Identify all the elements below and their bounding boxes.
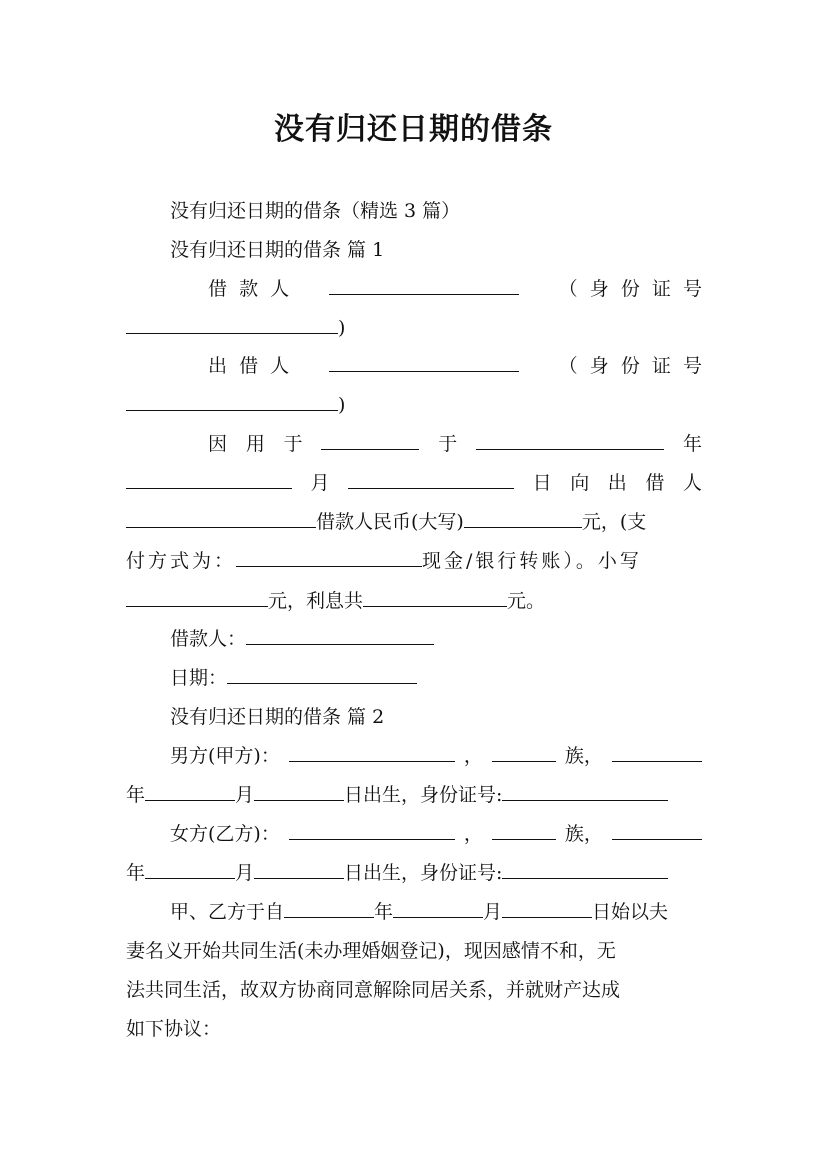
ethnic-text: 族， [564, 823, 603, 845]
male-birth-line [126, 782, 668, 808]
close-paren: ) [338, 317, 346, 339]
sign-borrower-blank [246, 626, 434, 645]
male-year-blank [612, 743, 702, 762]
lender-label: 出 借 人 [208, 355, 290, 377]
female-line [170, 821, 702, 847]
female-day-blank [254, 860, 344, 879]
amount-lower-blank [126, 588, 268, 607]
id-number-label: （ 身 份 证 号 [558, 355, 702, 377]
birth-id-text: 日出生，身份证号: [344, 784, 503, 806]
borrower-id-line [126, 315, 345, 341]
month-blank [126, 470, 292, 489]
lender-line [208, 353, 702, 379]
payment-label: 付方式为： [126, 550, 237, 572]
female-label: 女方(乙方)： [170, 823, 280, 845]
lender-name-blank [329, 353, 519, 372]
cohab-end: 日始以夫 [592, 901, 669, 923]
text-because: 因 [208, 433, 228, 455]
text-to: 向 [570, 472, 590, 494]
payment-methods: 现金/银行转账）。小写 [422, 550, 642, 572]
comma: ， [463, 823, 483, 845]
text-at: 于 [438, 433, 458, 455]
borrower-id-blank [126, 315, 338, 334]
purpose-blank [321, 431, 419, 450]
year-blank [476, 431, 664, 450]
female-name-blank [289, 821, 455, 840]
female-year-blank [612, 821, 702, 840]
text-lend: 借 [645, 472, 665, 494]
borrower-line [208, 276, 702, 302]
cohab-year-blank [284, 899, 374, 918]
male-month-blank [145, 782, 235, 801]
year-text: 年 [374, 901, 394, 923]
piece1-heading: 没有归还日期的借条 篇 1 [170, 239, 385, 261]
text-day: 日 [532, 472, 552, 494]
cohab-month-blank [393, 899, 483, 918]
id-number-label: （ 身 份 证 号 [558, 278, 702, 300]
page-title: 没有归还日期的借条 [274, 112, 553, 147]
text-use: 用 [245, 433, 265, 455]
sign-borrower-line [170, 626, 434, 652]
month-text: 月 [483, 901, 503, 923]
text-month: 月 [310, 472, 330, 494]
male-name-blank [289, 743, 455, 762]
payment-line [126, 548, 642, 574]
cohab-line [170, 899, 668, 925]
sign-date-line [170, 665, 417, 691]
cohab-day-blank [502, 899, 592, 918]
year-text: 年 [126, 784, 146, 806]
sign-date-label: 日期： [170, 667, 228, 689]
male-line [170, 743, 702, 769]
day-blank [348, 470, 514, 489]
year-text: 年 [126, 862, 146, 884]
male-label: 男方(甲方)： [170, 745, 280, 767]
lender-id-line [126, 392, 345, 418]
cohab-start: 甲、乙方于自 [170, 901, 285, 923]
borrower-name-blank [329, 276, 519, 295]
sign-date-blank [227, 665, 417, 684]
reason-line [208, 431, 702, 457]
yuan-end-text: 元。 [507, 590, 546, 612]
text-for: 于 [283, 433, 303, 455]
female-birth-line [126, 860, 668, 886]
borrow-rmb-text: 借款人民币(大写) [316, 511, 464, 533]
text-person: 人 [682, 472, 702, 494]
lender-blank [126, 509, 316, 528]
date-line [126, 470, 702, 496]
lender-id-blank [126, 392, 338, 411]
subtitle: 没有归还日期的借条（精选 3 篇） [170, 200, 461, 222]
interest-blank [363, 588, 507, 607]
amount-upper-blank [464, 509, 582, 528]
male-id-blank [502, 782, 668, 801]
sign-borrower-label: 借款人： [170, 628, 247, 650]
para-line-4: 如下协议： [126, 1018, 222, 1040]
female-month-blank [145, 860, 235, 879]
female-id-blank [502, 860, 668, 879]
yuan-text: 元，(支 [581, 511, 647, 533]
female-ethnic-blank [492, 821, 556, 840]
month-text: 月 [235, 862, 255, 884]
para-line-2: 妻名义开始共同生活(未办理婚姻登记)，现因感情不和，无 [126, 940, 616, 962]
lower-amount-line [126, 588, 545, 614]
payment-blank [236, 548, 422, 567]
male-ethnic-blank [492, 743, 556, 762]
para-line-3: 法共同生活，故双方协商同意解除同居关系，并就财产达成 [126, 979, 621, 1001]
text-year: 年 [682, 433, 702, 455]
borrower-label: 借 款 人 [208, 278, 290, 300]
interest-text: 元，利息共 [268, 590, 364, 612]
birth-id-text: 日出生，身份证号: [344, 862, 503, 884]
male-day-blank [254, 782, 344, 801]
amount-line [126, 509, 646, 535]
piece2-heading: 没有归还日期的借条 篇 2 [170, 706, 385, 728]
close-paren: ) [338, 394, 346, 416]
comma: ， [463, 745, 483, 767]
month-text: 月 [235, 784, 255, 806]
ethnic-text: 族， [564, 745, 603, 767]
text-out: 出 [607, 472, 627, 494]
